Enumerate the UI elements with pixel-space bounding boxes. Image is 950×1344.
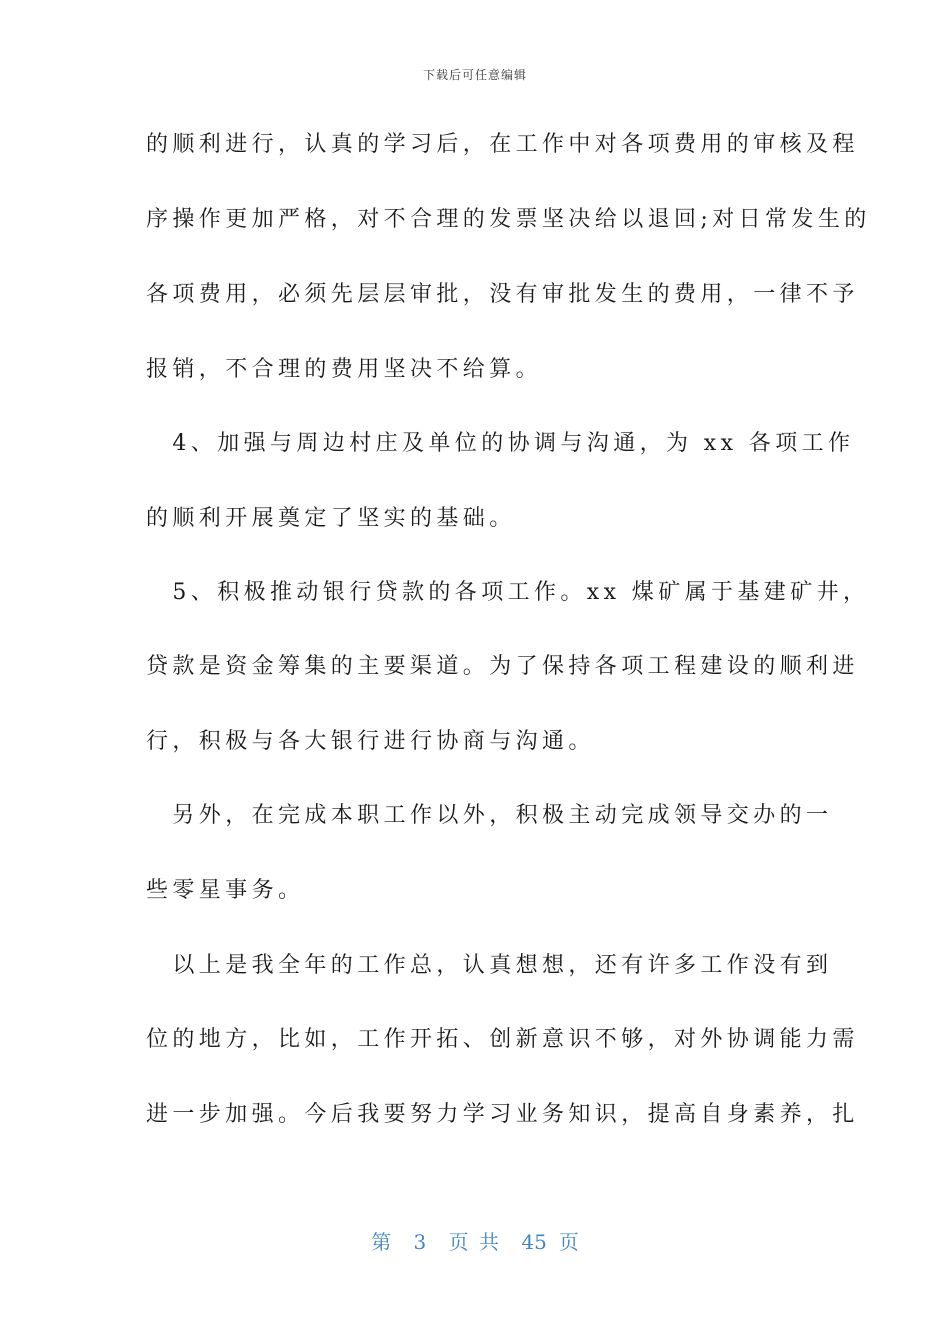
body-line: 进一步加强。今后我要努力学习业务知识，提高自身素养，扎 bbox=[146, 1102, 859, 1127]
body-line: 行，积极与各大银行进行协商与沟通。 bbox=[146, 729, 595, 754]
body-line: 5、积极推动银行贷款的各项工作。xx 煤矿属于基建矿井， bbox=[146, 580, 870, 605]
body-line: 4、加强与周边村庄及单位的协调与沟通，为 xx 各项工作 bbox=[146, 431, 855, 456]
body-line: 另外，在完成本职工作以外，积极主动完成领导交办的一 bbox=[146, 803, 833, 828]
footer-label-prefix: 第 bbox=[371, 1230, 392, 1254]
body-line: 些零星事务。 bbox=[146, 878, 305, 903]
page-header: 下载后可任意编辑 bbox=[422, 68, 527, 82]
body-line: 以上是我全年的工作总，认真想想，还有许多工作没有到 bbox=[146, 953, 833, 978]
current-page-number: 3 bbox=[413, 1230, 427, 1254]
body-line: 序操作更加严格，对不合理的发票坚决给以退回;对日常发生的 bbox=[146, 207, 871, 232]
body-line: 的顺利开展奠定了坚实的基础。 bbox=[146, 506, 516, 531]
body-line: 各项费用，必须先层层审批，没有审批发生的费用，一律不予 bbox=[146, 282, 859, 307]
body-line: 报销，不合理的费用坚决不给算。 bbox=[146, 357, 543, 382]
total-page-count: 45 bbox=[521, 1230, 547, 1254]
page-footer bbox=[0, 1226, 950, 1255]
body-line: 贷款是资金筹集的主要渠道。为了保持各项工程建设的顺利进 bbox=[146, 654, 859, 679]
body-line: 位的地方，比如，工作开拓、创新意识不够，对外协调能力需 bbox=[146, 1027, 859, 1052]
footer-label-suffix: 页 bbox=[558, 1230, 579, 1254]
body-line: 的顺利进行，认真的学习后，在工作中对各项费用的审核及程 bbox=[146, 132, 859, 157]
footer-label-middle: 页 共 bbox=[448, 1230, 499, 1254]
